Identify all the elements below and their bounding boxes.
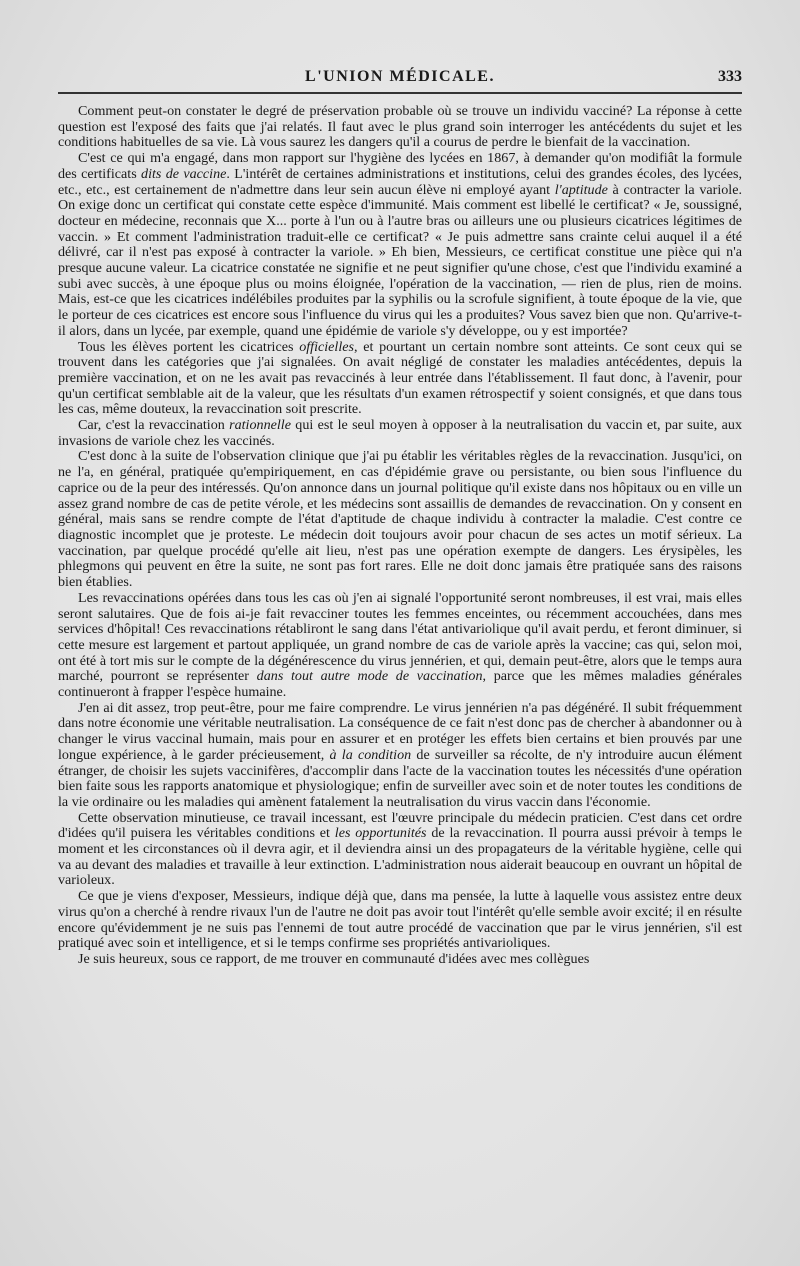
paragraph-8 (58, 811, 742, 890)
paragraph-text: . L'intérêt de certaines administrations et institutions, celui des grandes écoles, des lycées, etc., etc., est certainement de n'admettre dans leur sein aucun élève ni employé ayant (58, 165, 742, 198)
paragraph-text: Cette observation minutieuse, ce travail incessant, est l'œuvre principale du médecin praticien. C'est dans cet ordre d'idées qu'il puisera les véritables conditions et (58, 809, 742, 842)
italic-text: dits de vaccine (141, 165, 227, 182)
paragraph-text: de la revaccination. Il pourra aussi prévoir à temps le moment et les circonstances où il devra agir, et il deviendra ainsi un des propagateurs de la véritable hygiène, celle qui va au devant des maladies et travaille à leur extinction. L'administration nous aiderait beaucoup en ouvrant un hôpital de varioleux. (58, 825, 742, 889)
paragraph-10 (58, 952, 742, 968)
paragraph-4 (58, 418, 742, 449)
paragraph-text: J'en ai dit assez, trop peut-être, pour me faire comprendre. Le virus jennérien n'a pas dégénéré. Il subit fréquemment dans notre économie une véritable neutralisation. La conséquence de ce fait n'est donc pas de chercher à abandonner ou à changer le virus vaccinal humain, mais pour en assurer et en protéger les effets bien certains et bien prouvés par une longue expérience, à le garder précieusement, (58, 699, 742, 763)
paragraph-text: Tous les élèves portent les cicatrices (78, 338, 300, 355)
italic-text: les opportunités (334, 825, 427, 842)
paragraph-2 (58, 151, 742, 339)
paragraph-text: Ce que je viens d'exposer, Messieurs, indique déjà que, dans ma pensée, la lutte à laquelle vous assistez entre deux virus qu'on a cherché à rendre rivaux l'un de l'autre ne doit pas avoir tout l'intérêt qu'elle semble avoir excité; il en résulte encore qu'évidemment je ne suis pas l'ennemi de tout autre procédé de vaccination que par le virus jennérien, s'il est pratiqué avec soin et intelligence, et si le temps confirme ses propriétés antivarioliques. (58, 888, 742, 952)
running-title: L'UNION MÉDICALE. (305, 68, 495, 85)
paragraph-text: C'est donc à la suite de l'observation clinique que j'ai pu établir les véritables règles de la revaccination. Jusqu'ici, on ne l'a, en général, pratiquée qu'empiriquement, en cas d'épidémie grave ou persistante, ou bien sous l'influence du caprice ou de la peur des intéressés. Qu'on annonce dans un journal politique qu'il existe dans nos hôpitaux ou en ville un assez grand nombre de cas de petite vérole, et les médecins sont assaillis de demandes de revaccination. On y consent en général, mais sans se rendre compte de l'état d'aptitude de chaque individu à contracter la maladie. C'est contre ce diagnostic incomplet que je proteste. Le médecin doit toujours avoir pour chacun de ses actes un motif sérieux. La vaccination, par quelque procédé qu'elle ait lieu, n'est pas une opération exempte de dangers. Les érysipèles, les phlegmons qui peuvent en être la suite, ne sont pas fort rares. Elle ne doit donc jamais être pratiquée sans des raisons bien établies. (58, 448, 742, 591)
italic-text: l'aptitude (554, 181, 608, 198)
paragraph-text: , parce que les mêmes maladies générales continueront à frapper l'espèce humaine. (58, 668, 742, 701)
paragraph-1 (58, 104, 742, 151)
italic-text: rationnelle (229, 417, 291, 434)
paragraph-3 (58, 340, 742, 419)
paragraph-7 (58, 701, 742, 811)
italic-text: à la condition (329, 746, 412, 763)
italic-text: officielles (299, 338, 354, 355)
paragraph-9 (58, 889, 742, 952)
paragraph-text: qui est le seul moyen à opposer à la neutralisation du vaccin et, par suite, aux invasions de variole chez les vaccinés. (58, 417, 742, 449)
paragraph-text: Comment peut-on constater le degré de préservation probable où se trouve un individu vacciné? La réponse à cette question est l'exposé des faits que j'ai relatés. Il faut avec le plus grand soin interroger les antécédents du sujet et les conditions habituelles de sa vie. Là vous saurez les dangers qu'il a courus de perdre le bienfait de la vaccination. (58, 103, 742, 151)
paragraph-text: , et pourtant un certain nombre sont atteints. Ce sont ceux qui se trouvent dans les catégories que j'ai signalées. On avait négligé de constater les maladies antécédentes, depuis la première vaccination, et on ne les avait pas revaccinés à leur entrée dans l'établissement. Il faut donc, à l'avenir, pour qu'un certificat semblable ait de la valeur, que les résultats d'un examen rétrospectif y soient consignés, et que dans tous les cas, même douteux, la revaccination soit prescrite. (58, 338, 743, 418)
paragraph-text: à contracter la variole. On exige donc un certificat qui constate cette espèce d'immunité. Mais comment est libellé le certificat? « Je, soussigné, docteur en médecine, reconnais que X... porte à l'un ou à l'autre bras ou ailleurs une ou plusieurs cicatrices légitimes de vaccin. » Et comment l'administration traduit-elle ce certificat? « Je puis admettre sans crainte celui auquel il a été délivré, car il n'est pas exposé à contracter la variole. » Eh bien, Messieurs, ce certificat constitue une pièce qui n'a presque aucune valeur. La cicatrice constatée ne signifie et ne peut signifier qu'une chose, c'est que l'individu examiné a subi avec succès, à une époque plus ou moins éloignée, l'opération de la vaccination, — rien de plus, rien de moins. Mais, est-ce que les cicatrices indélébiles produites par la syphilis ou la scrofule signifient, à toute époque de la vie, que le porteur de ces cicatrices est encore sous l'influence du virus qui les a produites? Vous savez bien que non. Qu'arrive-t-il alors, dans un lycée, par exemple, quand une épidémie de variole s'y développe, ou y est importée? (58, 181, 742, 339)
italic-text: dans tout autre mode de vaccination (256, 668, 483, 685)
page-number: 333 (718, 68, 742, 85)
paragraph-text: C'est ce qui m'a engagé, dans mon rapport sur l'hygiène des lycées en 1867, à demander qu'on modifiât la formule des certificats (58, 150, 742, 182)
article-body (58, 104, 742, 968)
paragraph-text: Les revaccinations opérées dans tous les cas où j'en ai signalé l'opportunité seront nombreuses, il est vrai, mais elles seront salutaires. Que de fois ai-je fait revacciner toutes les femmes enceintes, ou récemment accouchées, dans mes services d'hôpital! Ces revaccinations rétabliront le sang dans l'état antivariolique qu'il avait perdu, et feront diminuer, si cette mesure est largement et partout appliquée, un grand nombre de cas de variole après la vaccine; cas qui, selon moi, ont été à tort mis sur le compte de la dégénérescence du virus jennérien, et qui, demain peut-être, alors que le temps aura marché, pourront se représenter (58, 589, 742, 685)
paragraph-5 (58, 449, 742, 590)
paragraph-text: Car, c'est la revaccination (78, 417, 230, 434)
paragraph-text: de surveiller sa récolte, de n'y introduire aucun élément étranger, de choisir les sujets vaccinifères, d'accomplir dans l'acte de la vaccination toutes les nécessités d'une opération bien faite sous les rapports anatomique et physiologique; enfin de surveiller avec soin et de noter toutes les conditions de la vie ordinaire ou les maladies qui amènent fatalement la neutralisation du virus vaccin dans l'économie. (58, 746, 742, 810)
paragraph-text: Je suis heureux, sous ce rapport, de me trouver en communauté d'idées avec mes collègues (78, 950, 590, 967)
paragraph-6 (58, 591, 742, 701)
page-header (58, 68, 742, 94)
